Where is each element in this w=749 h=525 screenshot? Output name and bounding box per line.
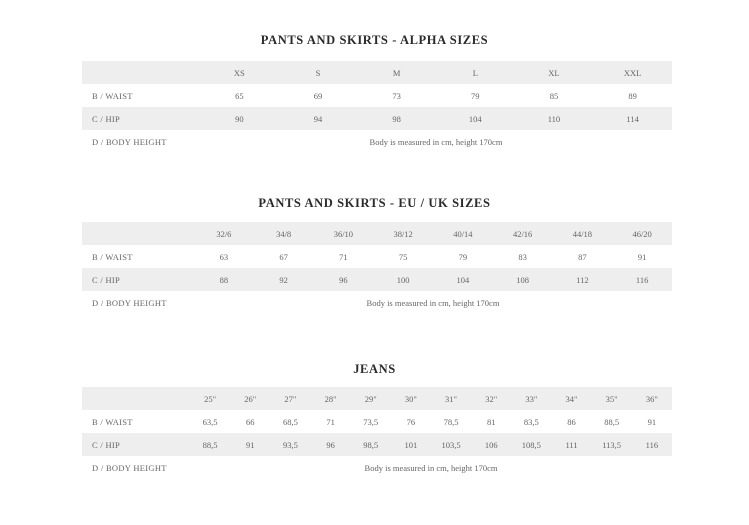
measurement-value: 63,5 (202, 416, 218, 427)
measurement-value: 104 (436, 107, 515, 130)
body-height-row (82, 291, 672, 314)
measurement-value: 83 (518, 251, 527, 262)
measurement-value: 87 (578, 251, 587, 262)
measurement-label: C / HIP (82, 268, 194, 291)
size-header-cell: 31" (431, 387, 471, 410)
header-empty-cell (82, 222, 194, 245)
size-header-row (82, 61, 672, 84)
size-header-cell: 27" (270, 387, 310, 410)
measurement-value: 69 (313, 90, 323, 101)
measurement-value: 79 (471, 90, 480, 101)
measurement-value: 63 (219, 251, 229, 262)
measurement-value: 108 (493, 268, 553, 291)
measurement-label: C / HIP (82, 433, 190, 456)
body-height-row (82, 456, 672, 479)
size-header-cell: 28" (310, 387, 350, 410)
size-header-cell: 32/6 (194, 222, 254, 245)
measurement-row (82, 84, 672, 107)
measurement-value: 94 (279, 107, 358, 130)
size-header-cell: 44/18 (553, 222, 613, 245)
measurement-value: 106 (471, 433, 511, 456)
measurement-value: 88 (194, 268, 254, 291)
size-header-cell: 34" (551, 387, 591, 410)
measurement-value: 73,5 (363, 416, 379, 427)
measurement-value: 86 (567, 416, 576, 427)
measurement-value: 116 (632, 433, 672, 456)
measurement-value: 71 (339, 251, 348, 262)
size-header-cell: 40/14 (433, 222, 493, 245)
measurement-value: 110 (515, 107, 594, 130)
size-header-cell: XXL (593, 61, 672, 84)
measurement-value: 78,5 (443, 416, 459, 427)
measurement-value: 91 (637, 251, 647, 262)
measurement-value: 116 (612, 268, 672, 291)
measurement-value: 73 (392, 90, 401, 101)
size-header-cell: 38/12 (373, 222, 433, 245)
size-header-cell: 26" (230, 387, 270, 410)
measurement-value: 90 (200, 107, 279, 130)
measurement-value: 96 (310, 433, 350, 456)
measurement-value: 68,5 (282, 416, 298, 427)
measurement-value: 71 (326, 416, 335, 427)
size-header-cell: 36" (632, 387, 672, 410)
size-header-cell: M (357, 61, 436, 84)
size-header-row (82, 387, 672, 410)
measurement-note: Body is measured in cm, height 170cm (364, 462, 498, 473)
measurement-row (82, 245, 672, 268)
measurement-value: 111 (551, 433, 591, 456)
body-height-row (82, 130, 672, 153)
size-header-cell: XL (515, 61, 594, 84)
measurement-row (82, 268, 672, 291)
measurement-value: 88,5 (190, 433, 230, 456)
size-header-cell: 42/16 (493, 222, 553, 245)
header-empty-cell (82, 387, 190, 410)
measurement-label: C / HIP (82, 107, 200, 130)
size-header-cell: 33" (511, 387, 551, 410)
measurement-value: 88,5 (604, 416, 620, 427)
size-header-cell: 35" (592, 387, 632, 410)
alpha-size-table (82, 61, 672, 153)
measurement-value: 75 (398, 251, 408, 262)
measurement-label: B / WAIST (92, 416, 133, 427)
size-header-cell: XS (200, 61, 279, 84)
measurement-value: 112 (553, 268, 613, 291)
measurement-value: 98 (357, 107, 436, 130)
measurement-value: 101 (391, 433, 431, 456)
size-header-cell: 34/8 (254, 222, 314, 245)
jeans-size-title: JEANS (353, 362, 396, 376)
header-empty-cell (82, 61, 200, 84)
measurement-value: 67 (279, 251, 288, 262)
measurement-value: 66 (246, 416, 255, 427)
measurement-value: 79 (458, 251, 468, 262)
measurement-value: 93,5 (270, 433, 310, 456)
size-header-cell: 32" (471, 387, 511, 410)
measurement-value: 114 (593, 107, 672, 130)
alpha-size-title: PANTS AND SKIRTS - ALPHA SIZES (260, 33, 489, 47)
measurement-value: 98,5 (351, 433, 391, 456)
measurement-value: 85 (549, 90, 559, 101)
euuk-size-title: PANTS AND SKIRTS - EU / UK SIZES (258, 196, 491, 210)
measurement-label: B / WAIST (92, 251, 133, 262)
measurement-value: 104 (433, 268, 493, 291)
measurement-value: 91 (647, 416, 657, 427)
jeans-size-table (82, 387, 672, 479)
measurement-value: 89 (628, 90, 637, 101)
size-header-cell: 25" (190, 387, 230, 410)
measurement-value: 113,5 (592, 433, 632, 456)
measurement-value: 108,5 (511, 433, 551, 456)
euuk-size-table (82, 222, 672, 314)
size-header-cell: 36/10 (314, 222, 374, 245)
measurement-value: 91 (230, 433, 270, 456)
body-height-label: D / BODY HEIGHT (92, 297, 167, 308)
body-height-label: D / BODY HEIGHT (92, 136, 167, 147)
measurement-note: Body is measured in cm, height 170cm (369, 136, 503, 147)
measurement-value: 83,5 (523, 416, 539, 427)
size-header-cell: 30" (391, 387, 431, 410)
measurement-label: B / WAIST (92, 90, 133, 101)
measurement-value: 103,5 (431, 433, 471, 456)
measurement-value: 92 (254, 268, 314, 291)
size-header-cell: 46/20 (612, 222, 672, 245)
measurement-value: 65 (235, 90, 244, 101)
size-header-cell: L (436, 61, 515, 84)
size-header-row (82, 222, 672, 245)
measurement-row (82, 410, 672, 433)
body-height-label: D / BODY HEIGHT (92, 462, 167, 473)
measurement-value: 96 (314, 268, 374, 291)
measurement-row (82, 107, 672, 130)
measurement-note: Body is measured in cm, height 170cm (366, 297, 500, 308)
measurement-value: 100 (373, 268, 433, 291)
size-header-cell: S (279, 61, 358, 84)
measurement-row (82, 433, 672, 456)
measurement-value: 76 (406, 416, 416, 427)
size-header-cell: 29" (351, 387, 391, 410)
measurement-value: 81 (486, 416, 496, 427)
